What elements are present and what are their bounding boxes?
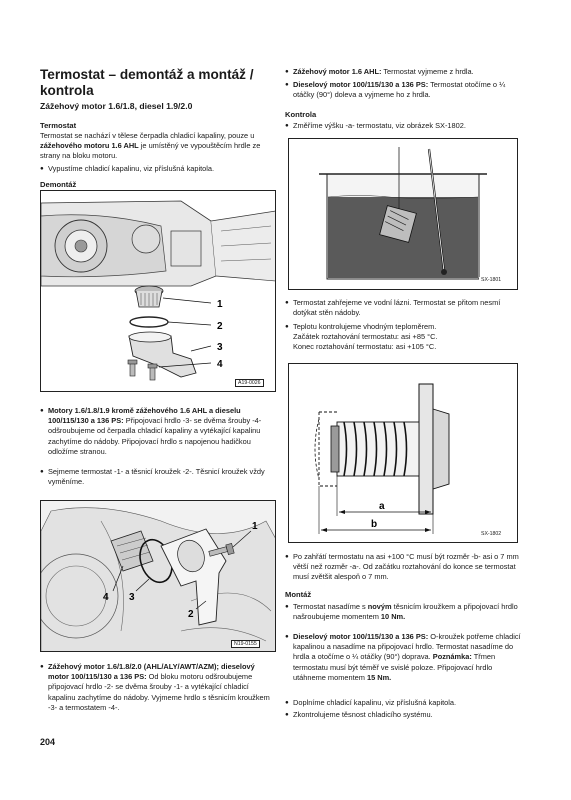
fig2-callout-2: 2 [188, 609, 194, 620]
bullet-d2-text: O-kroužek potřeme chladicí kapalinou a nasadíme na připojovací hrdlo. Termostat nasadíme do hrdla a otočíme o ¼ otáčky (90°) doprava. [293, 632, 521, 662]
page-title: Termostat – demontáž a montáž / kontrola [40, 67, 254, 98]
bullet-diesel-bold: Dieselový motor 100/115/130 a 136 PS: [293, 80, 429, 89]
bullet-engine-text: Od bloku motoru odšroubujeme připojovací hrdlo -2- se dvěma šrouby -1- a vytékající chladicí kapalinu zachytíme do nádoby. Vyjmeme hrdlo s těsnicím kroužkem -3- a termostatem -4-. [48, 672, 270, 712]
fig2-code: N19-0155 [231, 640, 260, 648]
bullet-install-bold: novým [367, 602, 392, 611]
bullet-install-nm: 10 Nm. [380, 612, 406, 622]
figure-thermostat-assembly [40, 190, 276, 392]
bullet-drain: ● Vypustíme chladicí kapalinu, viz příslušná kapitola. [40, 164, 276, 174]
figure-thermostat-dimensions-drawing [289, 364, 518, 543]
bullet-remove: ● Sejmeme termostat -1- a těsnicí kroužek -2-. Těsnicí kroužek vždy vyměníme. [40, 467, 276, 487]
fig4-code: SX-1802 [481, 531, 502, 537]
bullet-heat: ● Termostat zahřejeme ve vodní lázni. Termostat se přitom nesmí dotýkat stěn nádoby. [285, 298, 525, 318]
bullet-d2-note-bold: Poznámka: [432, 652, 472, 662]
bullet-measure: ● Změříme výšku -a- termostatu, viz obrázek SX-1802. [285, 121, 525, 131]
section-head-demontaz: Demontáž [40, 180, 77, 189]
fig1-callout-1: 1 [217, 299, 223, 310]
bullet-ahl-text: Termostat vyjmeme z hrdla. [383, 67, 474, 76]
page-subtitle: Zážehový motor 1.6/1.8, diesel 1.9/2.0 [40, 101, 193, 111]
fig1-callout-3: 3 [217, 342, 223, 353]
bullet-fill: ● Doplníme chladicí kapalinu, viz příslušná kapitola. [285, 698, 525, 708]
section-head-montaz: Montáž [285, 590, 312, 599]
intro-paragraph [40, 131, 276, 162]
intro-text-2: je umístěný ve vypouštěcím hrdle ze strany na bloku motoru. [40, 141, 261, 161]
temp-start: Začátek roztahování termostatu: asi +85 °C. [293, 332, 438, 342]
fig2-callout-4: 4 [103, 592, 109, 603]
bullet-diesel [285, 80, 525, 100]
section-head-kontrola: Kontrola [285, 110, 317, 119]
bullet-install [285, 602, 525, 622]
bullet-check: ● Zkontrolujeme těsnost chladicího systému. [285, 710, 525, 720]
bullet-install-1: Termostat nasadíme s [293, 602, 366, 611]
bullet-temp-text: Teplotu kontrolujeme vhodným teploměrem. [293, 322, 437, 331]
bullet-install-2: těsnicím kroužkem a připojovací hrdlo našroubujeme momentem [293, 602, 518, 622]
bullet-temp [285, 322, 525, 353]
bullet-d2-nm: 15 Nm. [366, 672, 392, 682]
bullet-engine-bold: Zážehový motor 1.6/1.8/2.0 (AHL/ALY/AWT/AZM); dieselový motor 100/115/130 a 136 PS: [48, 662, 255, 682]
page-number: 204 [40, 737, 56, 747]
bullet-d2-note: Třmen termostatu musí být téměř ve svislé poloze. Připojovací hrdlo utáhneme momentem [293, 652, 496, 682]
bullet-motor [40, 406, 276, 457]
bullet-ahl [285, 67, 525, 77]
bullet-ahl-bold: Zážehový motor 1.6 AHL: [293, 67, 382, 76]
bullet-after: ● Po zahřátí termostatu na asi +100 °C musí být rozměr -b- asi o 7 mm větší než rozměr -a-. Od začátku roztahování do konce se termostat musí zvětšit alespoň o 7 mm. [285, 552, 525, 583]
fig2-callout-1: 1 [252, 521, 258, 532]
fig4-label-a: a [379, 501, 385, 512]
figure-water-bath [288, 138, 518, 290]
intro-text-1: Termostat se nachází v tělese čerpadla chladicí kapaliny, pouze u [40, 131, 255, 140]
fig2-callout-3: 3 [129, 592, 135, 603]
figure-water-bath-drawing [289, 139, 518, 290]
temp-end: Konec roztahování termostatu: asi +105 °C. [293, 342, 437, 352]
bullet-d2-bold: Dieselový motor 100/115/130 a 136 PS: [293, 632, 429, 641]
bullet-motor-text: Připojovací hrdlo -3- se dvěma šrouby -4- odšroubujeme od čerpadla chladicí kapaliny a vytékající kapalinu zachytíme do nádoby. Připojovací hrdlo s napojenou hadičkou odložíme stranou. [48, 416, 262, 456]
fig1-callout-2: 2 [217, 321, 223, 332]
bullet-engine [40, 662, 276, 713]
intro-bold: zážehového motoru 1.6 AHL [40, 141, 139, 151]
figure-connection-piece-drawing [41, 501, 276, 652]
bullet-motor-bold: Motory 1.6/1.8/1.9 kromě zážehového 1.6 AHL a dieselu 100/115/130 a 136 PS: [48, 406, 241, 426]
figure-thermostat-assembly-drawing [41, 191, 276, 392]
fig1-callout-4: 4 [217, 359, 223, 370]
figure-thermostat-dimensions [288, 363, 518, 543]
fig4-label-b: b [371, 519, 378, 530]
bullet-diesel-text: Termostat otočíme o ¼ otáčky (90°) doleva a vyjmeme ho z hrdla. [293, 80, 506, 100]
bullet-diesel-install [285, 632, 525, 683]
fig1-code: A19-0026 [235, 379, 264, 387]
figure-connection-piece [40, 500, 276, 652]
fig3-code: SX-1801 [481, 277, 502, 283]
section-head-termostat: Termostat [40, 121, 77, 130]
